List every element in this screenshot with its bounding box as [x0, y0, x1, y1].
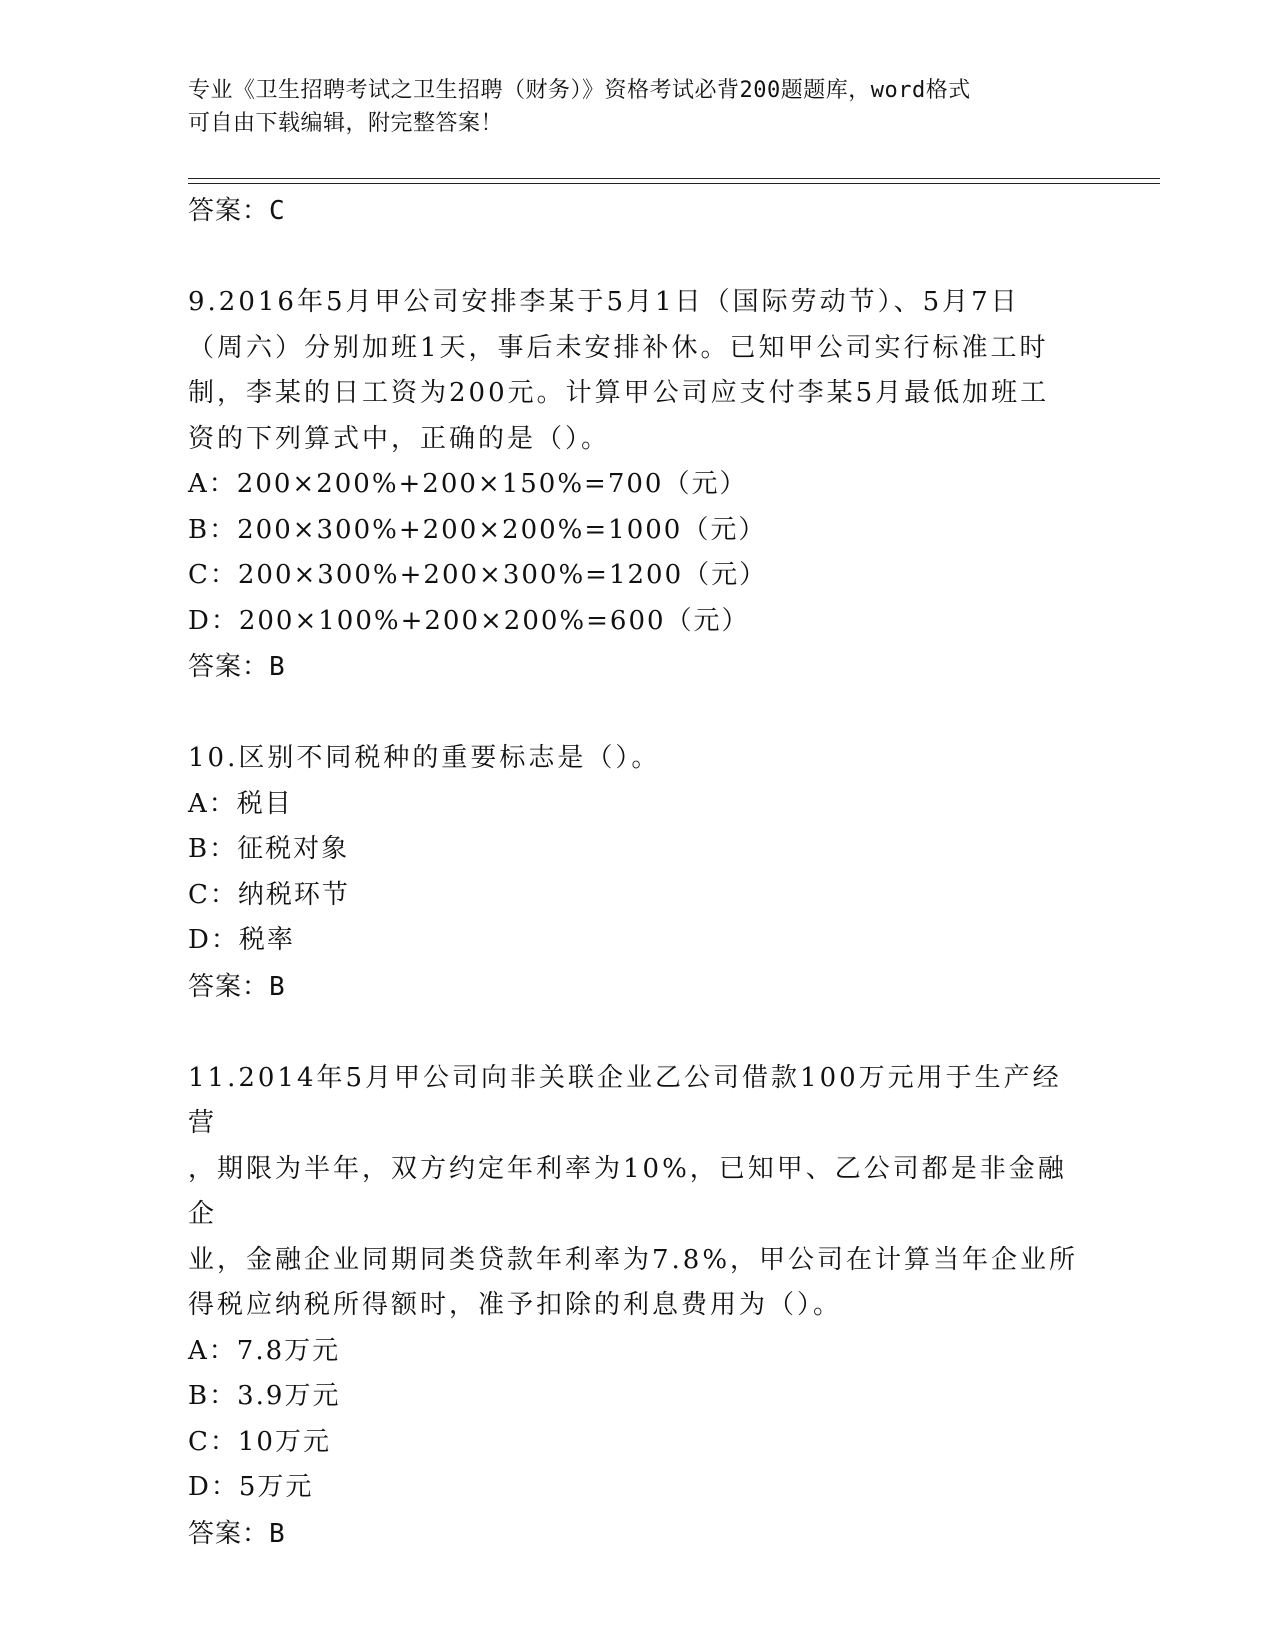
page-header	[188, 74, 1088, 140]
stem-line: 业，金融企业同期同类贷款年利率为7.8%，甲公司在计算当年企业所	[188, 1244, 1079, 1275]
header-line-1: 专业《卫生招聘考试之卫生招聘（财务）》资格考试必背200题题库，word格式	[188, 78, 971, 103]
answer-line: 答案：B	[188, 652, 286, 682]
question-stem	[188, 1056, 1088, 1329]
option-b: B：200×300%+200×200%=1000（元）	[188, 514, 767, 545]
stem-line: （周六）分别加班1天，事后未安排补休。已知甲公司实行标准工时	[188, 332, 1049, 363]
stem-line: ，期限为半年，双方约定年利率为10%，已知甲、乙公司都是非金融企	[188, 1153, 1067, 1229]
option-d: D：税率	[188, 925, 295, 955]
answer-line: 答案：B	[188, 971, 286, 1002]
spacer	[188, 1010, 1088, 1056]
answer-line: 答案：C	[188, 196, 286, 226]
stem-line: 10.区别不同税种的重要标志是（）。	[188, 743, 661, 773]
option-c: C：200×300%+200×300%=1200（元）	[188, 560, 768, 590]
spacer	[188, 234, 1088, 280]
option-b: B：征税对象	[188, 834, 350, 864]
header-line-2: 可自由下载编辑，附完整答案！	[188, 111, 504, 136]
option-d: D：5万元	[188, 1472, 314, 1502]
stem-line: 资的下列算式中，正确的是（）。	[188, 423, 611, 454]
stem-line: 11.2014年5月甲公司向非关联企业乙公司借款100万元用于生产经营	[188, 1062, 1062, 1138]
option-c: C：10万元	[188, 1426, 331, 1457]
option-b: B：3.9万元	[188, 1381, 341, 1411]
question-10	[188, 736, 1088, 1010]
option-a: A：税目	[188, 788, 293, 819]
question-stem	[188, 280, 1088, 462]
question-stem	[188, 736, 1088, 782]
header-divider-top	[188, 178, 1160, 179]
option-d: D：200×100%+200×200%=600（元）	[188, 605, 750, 636]
answer-line: 答案：B	[188, 1518, 286, 1549]
document-body	[188, 188, 1088, 1557]
option-c: C：纳税环节	[188, 879, 350, 910]
question-9	[188, 280, 1088, 690]
stem-line: 9.2016年5月甲公司安排李某于5月1日（国际劳动节）、5月7日	[188, 287, 1020, 317]
option-a: A：7.8万元	[188, 1335, 341, 1366]
question-11	[188, 1056, 1088, 1557]
option-a: A：200×200%+200×150%=700（元）	[188, 469, 748, 499]
spacer	[188, 690, 1088, 736]
header-divider-bottom	[188, 183, 1160, 184]
stem-line: 制，李某的日工资为200元。计算甲公司应支付李某5月最低加班工	[188, 378, 1050, 408]
stem-line: 得税应纳税所得额时，准予扣除的利息费用为（）。	[188, 1290, 843, 1320]
